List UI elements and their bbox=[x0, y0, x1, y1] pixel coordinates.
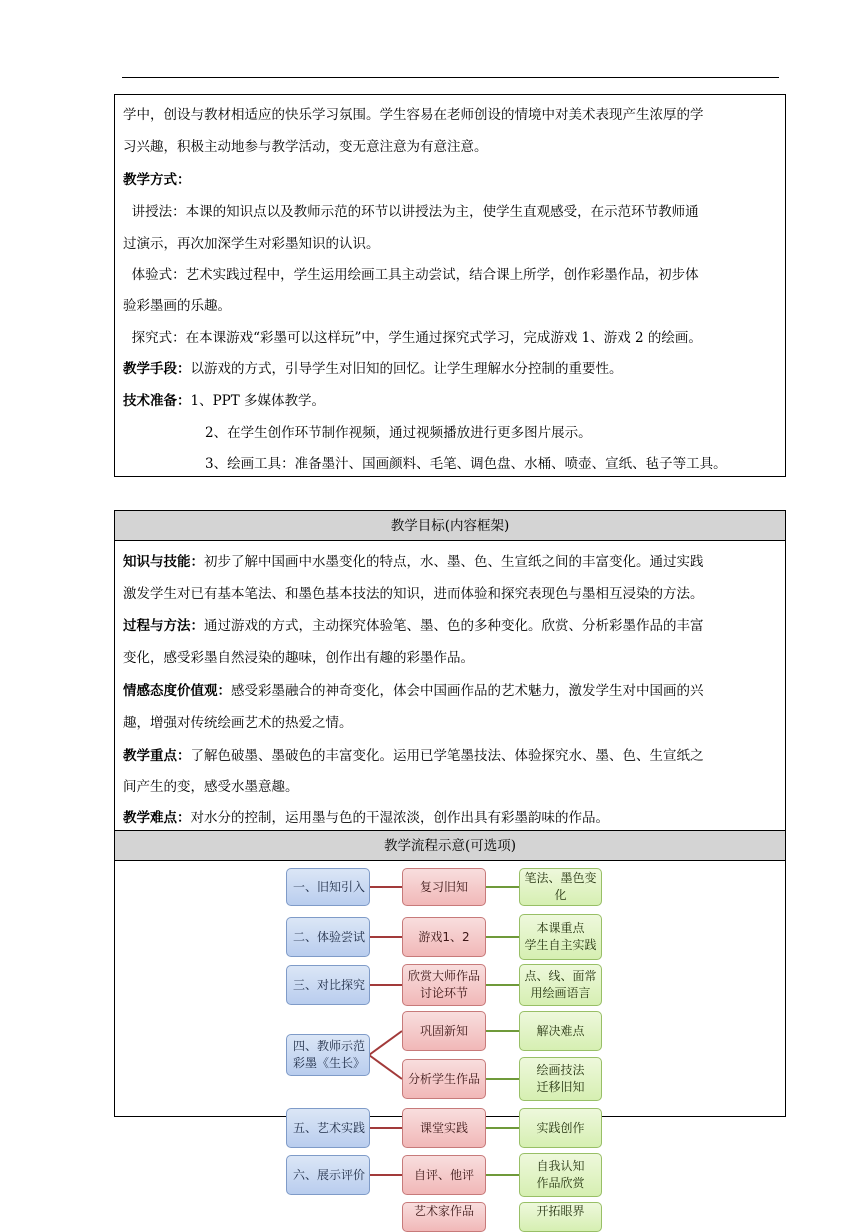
text-line: 探究式：在本课游戏“彩墨可以这样玩”中，学生通过探究式学习，完成游戏 1、游戏 2 的绘画。 bbox=[123, 330, 702, 346]
flow-result-2: 本课重点 学生自主实践 bbox=[519, 914, 602, 960]
flow-result-1: 笔法、墨色变化 bbox=[519, 868, 602, 906]
flow-activity-6: 自评、他评 bbox=[402, 1155, 486, 1195]
flow-activity-4a: 巩固新知 bbox=[402, 1011, 486, 1051]
flow-stage-2: 二、体验尝试 bbox=[286, 917, 370, 957]
text-line: 讲授法：本课的知识点以及教师示范的环节以讲授法为主，使学生直观感受，在示范环节教师通 bbox=[123, 204, 699, 220]
text-line: 学中，创设与教材相适应的快乐学习氛围。学生容易在老师创设的情境中对美术表现产生浓厚的学 bbox=[123, 107, 704, 123]
text-line: 教学方式： bbox=[123, 172, 191, 188]
flow-activity-7: 艺术家作品 bbox=[402, 1202, 486, 1232]
text-line: 趣，增强对传统绘画艺术的热爱之情。 bbox=[123, 715, 353, 731]
flow-result-4b: 绘画技法 迁移旧知 bbox=[519, 1057, 602, 1101]
text-line: 体验式：艺术实践过程中，学生运用绘画工具主动尝试，结合课上所学，创作彩墨作品，初步体 bbox=[123, 267, 699, 283]
text-line: 验彩墨画的乐趣。 bbox=[123, 298, 231, 314]
flow-stage-3: 三、对比探究 bbox=[286, 965, 370, 1005]
flow-activity-2: 游戏1、2 bbox=[402, 917, 486, 957]
teaching-methods-box bbox=[114, 94, 786, 477]
flow-result-3: 点、线、面常用绘画语言 bbox=[519, 964, 602, 1006]
text-line: 教学难点：对水分的控制，运用墨与色的干湿浓淡，创作出具有彩墨韵味的作品。 bbox=[123, 810, 609, 826]
flow-result-7: 开拓眼界 bbox=[519, 1202, 602, 1232]
text-line: 习兴趣，积极主动地参与教学活动，变无意注意为有意注意。 bbox=[123, 139, 488, 155]
flow-activity-4b: 分析学生作品 bbox=[402, 1059, 486, 1099]
flow-activity-5: 课堂实践 bbox=[402, 1108, 486, 1148]
goals-header: 教学目标(内容框架) bbox=[115, 511, 785, 541]
flow-result-4a: 解决难点 bbox=[519, 1011, 602, 1051]
text-line: 3、绘画工具：准备墨汁、国画颜料、毛笔、调色盘、水桶、喷壶、宣纸、毡子等工具。 bbox=[205, 456, 727, 472]
header-rule bbox=[122, 77, 779, 78]
text-line: 知识与技能：初步了解中国画中水墨变化的特点，水、墨、色、生宣纸之间的丰富变化。通过实践 bbox=[123, 554, 704, 570]
text-line: 间产生的变，感受水墨意趣。 bbox=[123, 779, 299, 795]
flow-result-5: 实践创作 bbox=[519, 1108, 602, 1148]
text-line: 变化，感受彩墨自然浸染的趣味，创作出有趣的彩墨作品。 bbox=[123, 650, 474, 666]
flow-stage-6: 六、展示评价 bbox=[286, 1155, 370, 1195]
text-line: 过程与方法：通过游戏的方式，主动探究体验笔、墨、色的多种变化。欣赏、分析彩墨作品的丰富 bbox=[123, 618, 704, 634]
flow-stage-4: 四、教师示范 彩墨《生长》 bbox=[286, 1034, 370, 1076]
text-line: 激发学生对已有基本笔法、和墨色基本技法的知识，进而体验和探究表现色与墨相互浸染的方法。 bbox=[123, 586, 704, 602]
text-line: 情感态度价值观：感受彩墨融合的神奇变化，体会中国画作品的艺术魅力，激发学生对中国画的兴 bbox=[123, 683, 704, 699]
flow-header: 教学流程示意(可选项) bbox=[115, 831, 785, 861]
flow-stage-1: 一、旧知引入 bbox=[286, 868, 370, 906]
text-line: 教学手段：以游戏的方式，引导学生对旧知的回忆。让学生理解水分控制的重要性。 bbox=[123, 361, 623, 377]
text-line: 教学重点：了解色破墨、墨破色的丰富变化。运用已学笔墨技法、体验探究水、墨、色、生宣纸之 bbox=[123, 748, 704, 764]
text-line: 2、在学生创作环节制作视频，通过视频播放进行更多图片展示。 bbox=[205, 425, 592, 441]
flow-activity-1: 复习旧知 bbox=[402, 868, 486, 906]
text-line: 技术准备：1、PPT 多媒体教学。 bbox=[123, 393, 326, 409]
flow-result-6: 自我认知 作品欣赏 bbox=[519, 1153, 602, 1197]
text-line: 过演示，再次加深学生对彩墨知识的认识。 bbox=[123, 236, 380, 252]
flow-stage-5: 五、艺术实践 bbox=[286, 1108, 370, 1148]
flow-activity-3: 欣赏大师作品 讨论环节 bbox=[402, 964, 486, 1006]
